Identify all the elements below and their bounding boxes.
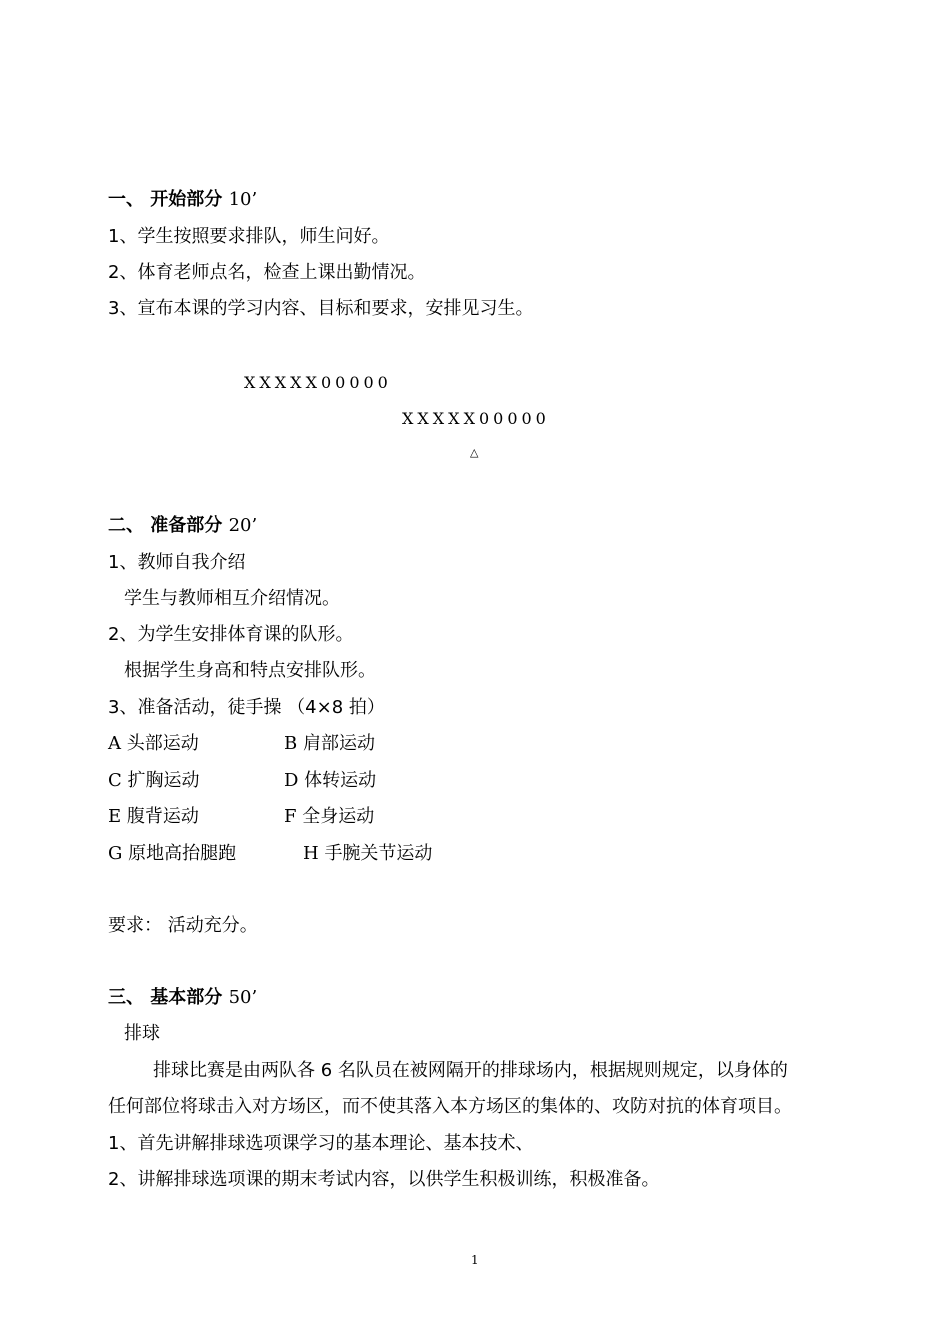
section2-heading	[108, 514, 257, 538]
exercise-f	[284, 805, 374, 829]
exercise-h	[303, 842, 432, 866]
exercise-letter: E	[108, 806, 122, 827]
exercise-letter: A	[108, 733, 121, 754]
exercise-name: 原地高抬腿跑	[128, 843, 237, 864]
section1-item-1: 1、学生按照要求排队，师生问好。	[108, 226, 390, 247]
section1-item-2: 2、体育老师点名，检查上课出勤情况。	[108, 262, 426, 283]
exercise-d	[284, 769, 376, 793]
section1-duration: 10’	[228, 189, 258, 210]
page-number: 1	[471, 1253, 479, 1267]
exercise-name: 扩胸运动	[127, 770, 200, 791]
formation-row-2: XXXXX00000	[402, 409, 550, 428]
section3-duration: 50’	[228, 987, 258, 1008]
section2-requirement: 要求： 活动充分。	[108, 915, 258, 936]
section3-subject: 排球	[124, 1023, 160, 1044]
exercise-letter: D	[284, 770, 299, 791]
section3-title: 三、 基本部分	[108, 987, 223, 1008]
section1-title: 一、 开始部分	[108, 189, 223, 210]
section2-item-1: 1、教师自我介绍	[108, 552, 246, 573]
exercise-b	[284, 732, 375, 756]
exercise-letter: F	[284, 806, 297, 827]
exercise-g	[108, 842, 236, 866]
section3-paragraph-line-2: 任何部位将球击入对方场区，而不使其落入本方场区的集体的、攻防对抗的体育项目。	[108, 1096, 792, 1117]
exercise-letter: B	[284, 733, 298, 754]
exercise-name: 体转运动	[304, 770, 377, 791]
section3-item-1: 1、首先讲解排球选项课学习的基本理论、基本技术、	[108, 1133, 534, 1154]
teacher-marker-icon: △	[470, 446, 479, 459]
exercise-name: 腹背运动	[126, 806, 199, 827]
section2-item-1-sub: 学生与教师相互介绍情况。	[124, 588, 340, 609]
section3-paragraph-line-1: 排球比赛是由两队各 6 名队员在被网隔开的排球场内，根据规则规定，以身体的	[153, 1060, 788, 1081]
formation-row-1: XXXXX00000	[244, 373, 392, 392]
exercise-letter: C	[108, 770, 122, 791]
exercise-letter: G	[108, 843, 123, 864]
exercise-name: 头部运动	[126, 733, 199, 754]
exercise-name: 肩部运动	[302, 733, 375, 754]
section1-heading	[108, 188, 257, 212]
section2-duration: 20’	[228, 515, 258, 536]
exercise-name: 手腕关节运动	[324, 843, 433, 864]
section3-item-2: 2、讲解排球选项课的期末考试内容，以供学生积极训练，积极准备。	[108, 1169, 660, 1190]
section2-item-2-sub: 根据学生身高和特点安排队形。	[124, 660, 376, 681]
section3-heading	[108, 986, 257, 1010]
exercise-name: 全身运动	[302, 806, 375, 827]
exercise-e	[108, 805, 199, 829]
section2-title: 二、 准备部分	[108, 515, 223, 536]
section2-item-3: 3、准备活动，徒手操 （4×8 拍）	[108, 697, 385, 718]
section2-item-2: 2、为学生安排体育课的队形。	[108, 624, 354, 645]
exercise-letter: H	[303, 843, 319, 864]
exercise-c	[108, 769, 200, 793]
section1-item-3: 3、宣布本课的学习内容、目标和要求，安排见习生。	[108, 298, 534, 319]
exercise-a	[108, 732, 199, 756]
